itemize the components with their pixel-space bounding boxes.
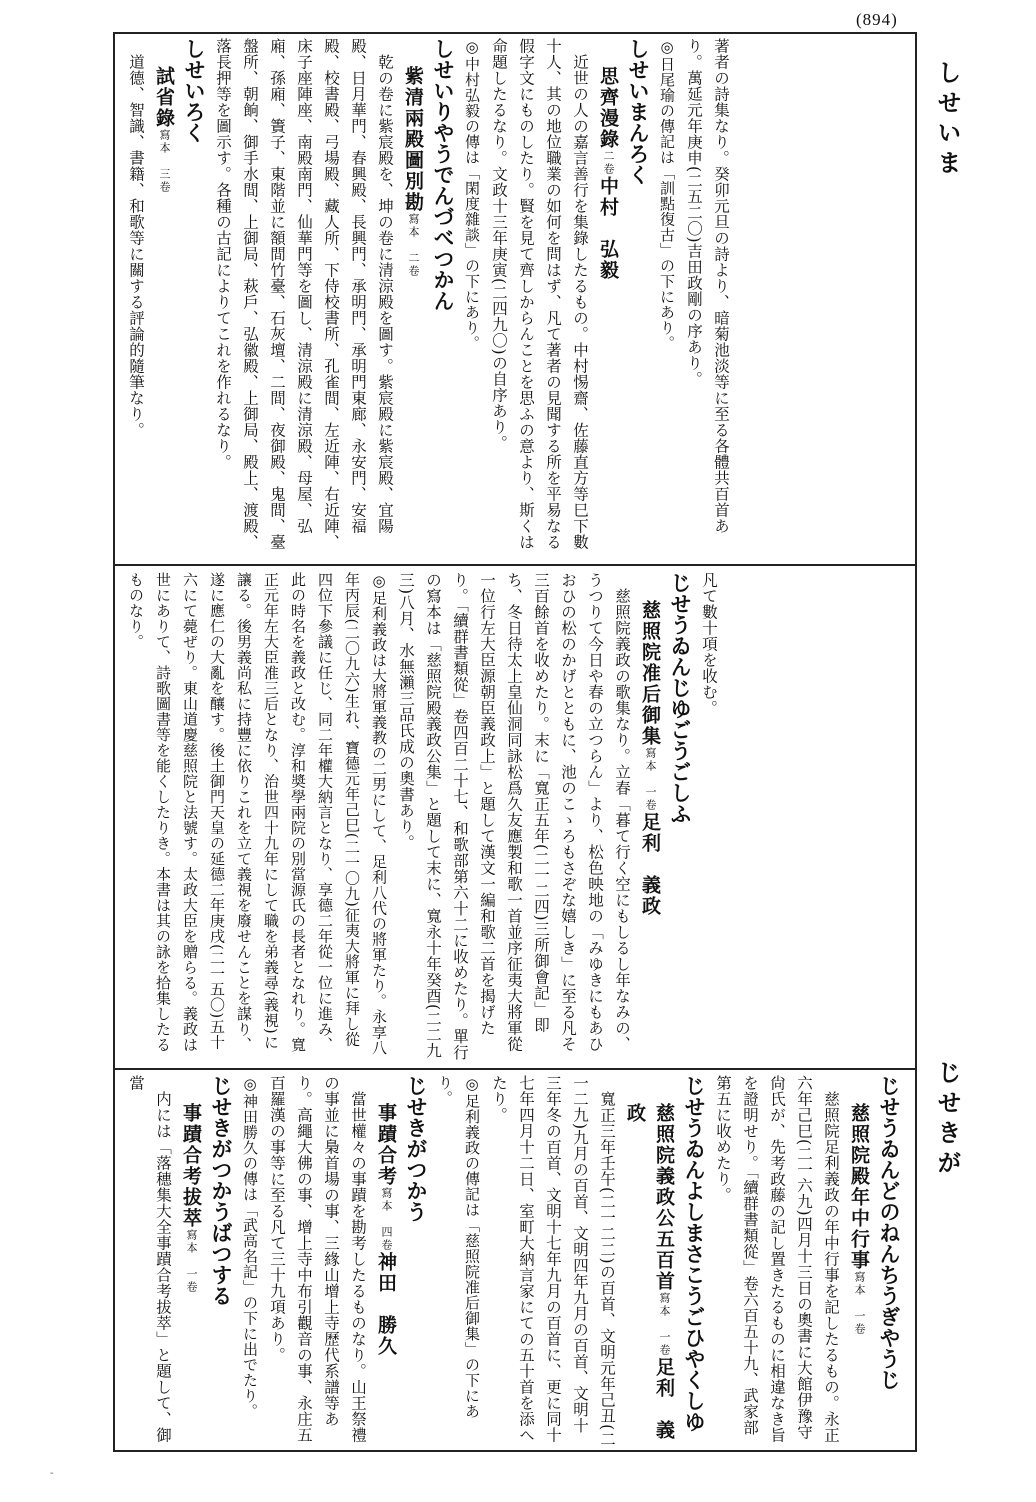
entry-reference-note: ◎神田勝久の傳は「武高名記」の下に出でたり。 [241, 1075, 259, 1419]
entry-body-text: 乾の卷に紫宸殿を、坤の卷に清涼殿を圖す。紫宸殿に紫宸殿、宜陽殿、日月華門、春興殿、長興門、承明門、承明門東廊、永安門、安福殿、校書殿、弓場殿、藏人所、下侍校書所、孔雀間、左近陣、右近陣、床子座陣座、南殿南門、仙華門等を圖し、清涼殿に清涼殿、母屋、弘廂、孫廂、簀子、東階並に額間竹臺、石灰壇、二間、夜御殿、鬼間、臺盤所、朝餉、御手水間、上御局、萩戶、弘徽殿、上御局、殿上、渡殿、落長押等を圖示す。各種の古記によりてこれを作れるなり。 [214, 38, 394, 550]
entry-reference-note: ◎中村弘毅の傳は「閑度雜談」の下にあり。 [463, 38, 481, 351]
entry-title: 事蹟合考拔萃 [180, 1103, 202, 1229]
entry-body-text: 内には「落穗集大全事蹟合考拔萃」と題して、御當 [127, 1075, 172, 1443]
entry-reading-heading: じせうゐんよしまさこうごひやくしゆ [682, 1075, 706, 1432]
entry-volume-info: 寫本 四卷 [380, 1187, 393, 1252]
entry-volume-info: 寫本 一卷 [658, 1292, 671, 1357]
entry-reference-note: ◎足利義政の傳記は「慈照院准后御集」の下にあり。 [436, 1075, 481, 1419]
band-upper [122, 38, 908, 560]
entry-title-line [371, 1075, 401, 1447]
entry-volume-info: 寫本 二卷 [407, 213, 420, 278]
entry-body-text: 凡て數十項を收む。 [700, 572, 718, 716]
entry-body-text: 當世權々の事蹟を勘考したるものなり。山王祭禮の事並に梟首場の事、三緣山增上寺歷代系譜等あり。高繩大佛の事、增上寺中布引觀音の事、永庄五百羅漢の事等に至る凡て三十九項あり。 [268, 1075, 367, 1443]
entry-title-line [176, 1075, 206, 1447]
entry-body-text: 著者の詩集なり。癸卯元旦の詩より、暗菊池淡等に至る各體共百首あり。萬延元年庚申(二五二〇)吉田政剛の序あり。 [685, 38, 730, 534]
entry-author: 神田 勝久 [375, 1252, 397, 1357]
entry-title-line [398, 38, 428, 560]
entry-title: 慈照院准后御集 [639, 600, 661, 747]
entry-volume-info: 寫本 一卷 [644, 747, 657, 812]
entry-title: 思齊漫錄 [597, 66, 619, 150]
band-lower-columns [122, 1075, 904, 1447]
entry-title-line [620, 1075, 679, 1447]
entry-body-text: 慈照院足利義政の年中行事を記したるもの。永正六年己巳(二一六九)四月十三日の奧書に大館伊豫守尙氏が、先考政藤の記し置きたるものに相違なき旨を證明せり。「續群書類從」卷六百五十九、武家部第五に收めたり。 [714, 1075, 840, 1443]
band-divider-lower [113, 1068, 917, 1070]
band-middle-columns [122, 572, 722, 1062]
entry-title-line [844, 1075, 874, 1447]
entry-body-text: 道德、智識、書籍、和歌等に關する評論的隨筆なり。 [127, 53, 145, 438]
side-header-top: しせいま [933, 60, 961, 180]
entry-reference-note: ◎日尾瑜の傳記は「訓點復古」の下にあり。 [658, 38, 676, 351]
entry-volume-info: 二卷 [602, 150, 615, 176]
entry-reading-heading: しせいまんろく [626, 38, 650, 185]
band-middle [122, 572, 908, 1062]
entry-title: 紫清兩殿圖別勘 [402, 66, 424, 213]
entry-reading-heading: じせきがつかうばつする [209, 1075, 233, 1306]
entry-reading-heading: しせいりやうでんづべつかん [431, 38, 455, 311]
entry-reading-heading: じせうゐんじゆごうごしふ [668, 572, 692, 824]
entry-volume-info: 寫本 一卷 [185, 1229, 198, 1294]
entry-reference-note: ◎足利義政は大將軍義教の二男にして、足利八代の將軍たり。永享八年丙辰(二〇九六)生れ、寶德元年己巳(二一〇九)征夷大將軍に拜し從四位下參議に任じ、同二年權大納言となり、享德二年從一位に進み、此の時名を義政と改む。淳和奬學兩院の別當源氏の長者となれり。寬正元年左大臣准三后となり、治世四十九年にして職を弟義尋(義視)に讓る。後男義尚私に持豐に依りこれを立て義視を廢せんことを謀り、遂に應仁の大亂を釀す。後土御門天皇の延德二年庚戌(二一五〇)五十六にて薨ぜり。東山道慶慈照院と法號す。太政大臣を贈らる。義政は世にありて、詩歌圖書等を能くしたりき。本書は其の詠を拾集したるものなり。 [127, 572, 388, 1056]
band-upper-columns [122, 38, 734, 560]
page-number: (894) [856, 10, 898, 29]
band-lower [122, 1075, 908, 1447]
entry-reading-heading: じせきがつかう [404, 1075, 428, 1222]
band-divider-upper [113, 564, 917, 566]
side-header-bottom: じせきが [933, 1060, 961, 1180]
entry-title-line [149, 38, 179, 560]
entry-title-line [593, 38, 623, 560]
entry-author: 足利 義政 [624, 1103, 675, 1441]
entry-title: 事蹟合考 [375, 1103, 397, 1187]
entry-author: 足利 義政 [639, 812, 661, 917]
footer-mark: - [50, 1468, 54, 1479]
entry-volume-info: 寫本 三卷 [158, 129, 171, 194]
entry-volume-info: 寫本 一卷 [853, 1271, 866, 1336]
entry-body-text: 慈照院義政の歌集なり。立春「暮て行く空にもしるし年なみの、うつりて今日や春の立つらん」より、松色映地の「みゆきにもあひおひの松のかげとともに、池のこゝろもさぞな嬉しき」に至る凡そ三百餘首を收めたり。末に「寬正五年(二一二四)三所御會記」即ち、冬日待太上皇仙洞同詠松爲久友應製和歌一首並序征夷大將軍從一位行左大臣源朝臣義政上」と題して漢文一編和歌二首を揭げたり。「續群書類從」卷四百二十七、和歌部第六十二に收めたり。單行の寫本は「慈照院殿義政公集」と題して末に、寬永十年癸酉(二二九三)八月、水無瀨三品氏成の奧書あり。 [397, 572, 631, 1061]
entry-title: 慈照院殿年中行事 [848, 1103, 870, 1271]
entry-reading-heading: しせいろく [182, 38, 206, 143]
entry-body-text: 寬正三年壬午(二一二二)の百首、文明元年己丑(二一二九)九月の百首、文明四年九月の百首、文明十三年冬の百首、文明十七年九月の百首に、更に同十七年四月十二日、室町大納言家にての五十首を添へたり。 [490, 1075, 616, 1447]
entry-reading-heading: じせうゐんどのねんちうぎやうじ [877, 1075, 901, 1390]
entry-title: 慈照院義政公五百首 [653, 1103, 675, 1292]
entry-title: 試省錄 [153, 66, 175, 129]
entry-author: 中村 弘毅 [597, 176, 619, 281]
entry-body-text: 近世の人の嘉言善行を集錄したるもの。中村惕齋、佐藤直方等巳下數十人、其の地位職業の如何を問はず、凡て著者の見聞する所を平易なる假字文にものしたり。賢を見て齊しからんことを思ふの意より、斯くは命題したるなり。文政十三年庚寅(二四九〇)の自序あり。 [490, 38, 589, 550]
entry-title-line [635, 572, 665, 1062]
